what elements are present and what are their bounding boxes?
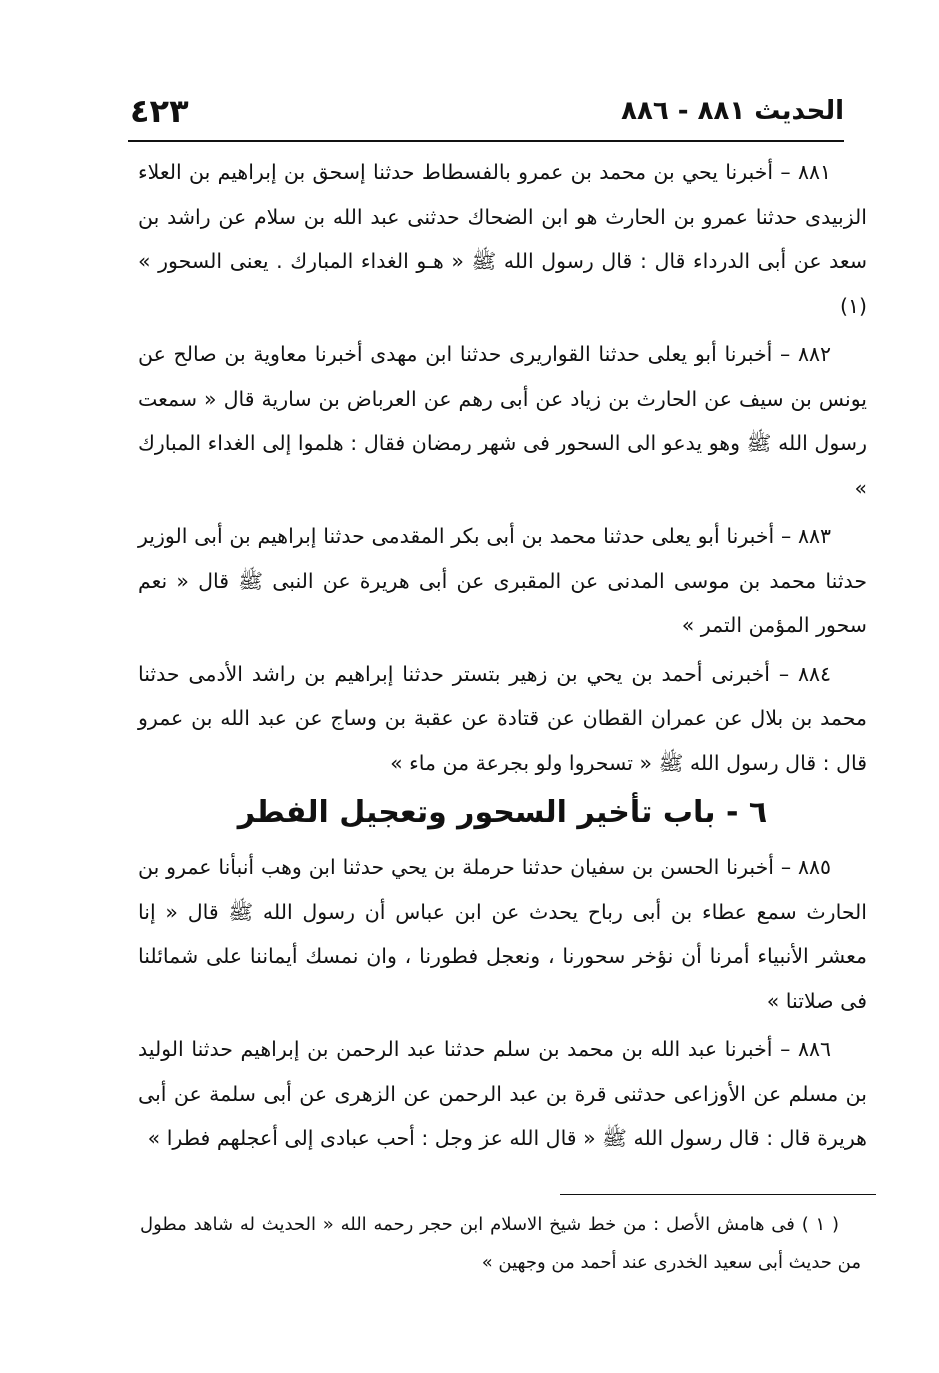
page-body [138,150,867,1165]
header-rule [128,140,844,142]
running-title: الحديث ٨٨١ - ٨٨٦ [621,96,844,126]
hadith-885: ٨٨٥ – أخبرنا الحسن بن سفيان حدثنا حرملة بن يحي حدثنا ابن وهب أنبأنا عمرو بن الحارث سمع عطاء بن أبى رباح يحدث عن ابن عباس أن رسول الله ﷺ قال « إنا معشر الأنبياء أمرنا أن نؤخر سحورنا ، ونعجل فطورنا ، وان نمسك أيماننا على شمائلنا فى صلاتنا » [138,855,867,1013]
footnote-rule [560,1194,876,1195]
footnotes [140,1206,861,1282]
page-number: ٤٢٣ [130,92,189,130]
hadith-881: ٨٨١ – أخبرنا يحي بن محمد بن عمرو بالفسطاط حدثنا إسحق بن إبراهيم بن العلاء الزبيدى حدثنا عمرو بن الحارث هو ابن الضحاك حدثنى عبد الله بن سلام عن راشد بن سعد عن أبى الدرداء قال : قال رسول الله ﷺ « هـو الغداء المبارك . يعنى السحور » (١) [138,160,867,318]
hadith-886: ٨٨٦ – أخبرنا عبد الله بن محمد بن سلم حدثنا عبد الرحمن بن إبراهيم حدثنا الوليد بن مسلم عن الأوزاعى حدثنى قرة بن عبد الرحمن عن الزهرى عن أبى سلمة عن أبى هريرة قال : قال رسول الله ﷺ « قال الله عز وجل : أحب عبادى إلى أعجلهم فطرا » [138,1037,867,1150]
chapter-heading: ٦ - باب تأخير السحور وتعجيل الفطر [237,795,768,830]
hadith-884: ٨٨٤ – أخبرنى أحمد بن يحي بن زهير بتستر حدثنا إبراهيم بن راشد الأدمى حدثنا محمد بن بلال عن عمران القطان عن قتادة عن عقبة بن وساج عن عبد الله بن عمرو قال : قال رسول الله ﷺ « تسحروا ولو بجرعة من ماء » [138,661,867,775]
hadith-882: ٨٨٢ – أخبرنا أبو يعلى حدثنا القواريرى حدثنا ابن مهدى أخبرنا معاوية بن صالح عن يونس بن سيف عن الحارث بن زياد عن أبى رهم عن العرباض بن سارية قال « سمعت رسول الله ﷺ وهو يدعو الى السحور فى شهر رمضان فقال : هلموا إلى الغداء المبارك » [138,342,867,500]
hadith-883: ٨٨٣ – أخبرنا أبو يعلى حدثنا محمد بن أبى بكر المقدمى حدثنا إبراهيم بن أبى الوزير حدثنا محمد بن موسى المدنى عن المقبرى عن أبى هريرة عن النبى ﷺ قال « نعم سحور المؤمن التمر » [138,524,867,637]
footnote-1: ( ١ ) فى هامش الأصل : من خط شيخ الاسلام ابن حجر رحمه الله « الحديث له شاهد مطول من حديث أبى سعيد الخدرى عند أحمد من وجهين » [140,1214,861,1273]
page-header [130,92,844,138]
